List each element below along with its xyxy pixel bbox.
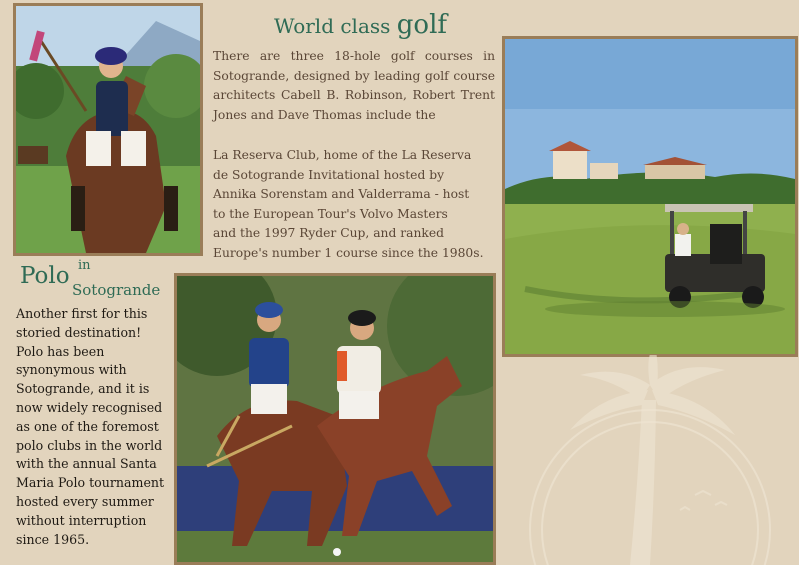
photo-polo-rider	[13, 3, 203, 256]
polo-body-line: hosted every summer	[16, 493, 154, 509]
polo-body-line: Polo has been	[16, 343, 105, 359]
golf-body-line: to the European Tour's Volvo Masters	[213, 206, 448, 221]
golf-body-line: de Sotogrande Invitational hosted by	[213, 167, 445, 182]
polo-rider-image	[16, 6, 200, 253]
polo-heading-word: in	[78, 258, 91, 273]
golf-body-line: Europe's number 1 course since the 1980s.	[213, 245, 484, 260]
polo-body-line: now widely recognised	[16, 399, 163, 415]
palm-tree-watermark	[500, 355, 799, 565]
photo-golf-course	[502, 36, 798, 357]
polo-heading-word: Polo	[20, 263, 70, 289]
photo-polo-match	[174, 273, 496, 565]
polo-body-line: synonymous with	[16, 362, 127, 378]
polo-body-line: with the annual Santa	[16, 456, 157, 472]
polo-heading-word: Sotogrande	[72, 281, 161, 299]
golf-lead-paragraph: There are three 18-hole golf courses in Sotogrande, designed by leading golf course architects Cabell B. Robinson, Robert Trent Jones and Dave Thomas include the	[213, 49, 495, 122]
polo-body-line: polo clubs in the world	[16, 437, 163, 453]
polo-body-line: Another first for this	[16, 306, 148, 321]
golf-course-image	[505, 39, 795, 354]
polo-body-line: since 1965.	[16, 531, 90, 547]
golf-heading-part2: golf	[396, 10, 448, 40]
polo-body-line: Maria Polo tournament	[16, 475, 165, 491]
polo-body-line: without interruption	[16, 512, 147, 528]
polo-body-line: Sotogrande, and it is	[16, 381, 150, 397]
polo-body-line: storied destination!	[16, 324, 142, 340]
polo-match-image	[177, 276, 493, 562]
polo-body-paragraph	[16, 305, 176, 549]
golf-heading	[274, 10, 447, 40]
golf-body-line: and the 1997 Ryder Cup, and ranked	[213, 226, 444, 241]
golf-body-paragraph	[213, 146, 503, 264]
golf-body-line: La Reserva Club, home of the La Reserva	[213, 148, 472, 162]
golf-body-line: Annika Sorenstam and Valderrama - host	[213, 187, 470, 202]
polo-body-line: as one of the foremost	[16, 418, 159, 434]
golf-heading-part1: World class	[274, 14, 397, 38]
